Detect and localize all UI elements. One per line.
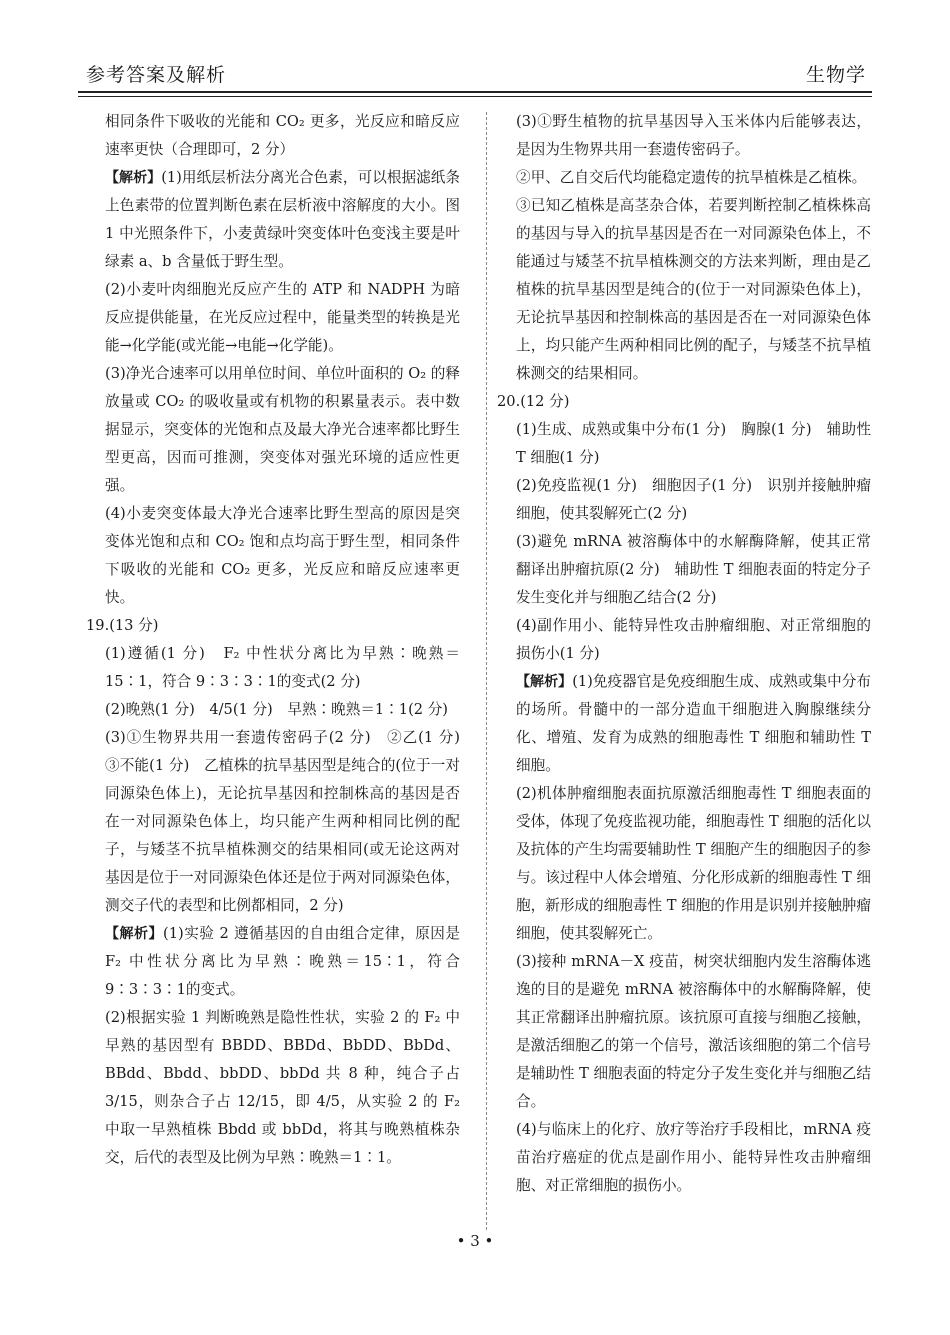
paragraph: (3)接种 mRNA－X 疫苗，树突状细胞内发生溶酶体逃逸的目的是避免 mRNA 被溶酶体中的水解酶降解，使其正常翻译出肿瘤抗原。该抗原可直接与细胞乙接触，是激活细胞乙的第一个信号，激活该细胞的第二个信号是辅助性 T 细胞表面的特定分子发生变化并与细胞乙结合。 — [516, 953, 871, 1110]
header-rule-thin — [78, 96, 872, 97]
paragraph: 19.(13 分) — [86, 617, 159, 634]
analysis-tag: 【解析】 — [105, 170, 162, 186]
paragraph: (2)免疫监视(1 分) 细胞因子(1 分) 识别并接触肿瘤细胞，使其裂解死亡(2 分) — [516, 477, 871, 522]
paragraph: (3)①野生植物的抗旱基因导入玉米体内后能够表达，是因为生物界共用一套遗传密码子。 — [516, 113, 871, 158]
paragraph: (3)净光合速率可以用单位时间、单位叶面积的 O₂ 的释放量或 CO₂ 的吸收量或有机物的积累量表示。表中数据显示，突变体的光饱和点及最大净光合速率都比野生型更高，因而可推测，突变体对强光环境的适应性更强。 — [105, 365, 460, 494]
paragraph: (1)遵循(1 分) F₂ 中性状分离比为早熟∶晚熟＝15∶1，符合 9∶3∶3∶1的变式(2 分) — [105, 645, 460, 690]
paragraph: ②甲、乙自交后代均能稳定遗传的抗旱植株是乙植株。 — [516, 169, 867, 186]
paragraph: (3)避免 mRNA 被溶酶体中的水解酶降解，使其正常翻译出肿瘤抗原(2 分) 辅助性 T 细胞表面的特定分子发生变化并与细胞乙结合(2 分) — [516, 533, 871, 606]
paragraph: (2)根据实验 1 判断晚熟是隐性性状，实验 2 的 F₂ 中早熟的基因型有 BBDD、BBDd、BbDD、BbDd、BBdd、Bbdd、bbDD、bbDd 共 8 种，纯合子占 3/15，则杂合子占 12/15，即 4/5，从实验 2 的 F₂ 中取一早熟植株 Bbdd 或 bbDd，将其与晚熟植株杂交，后代的表型及比例为早熟∶晚熟＝1∶1。 — [105, 1009, 460, 1166]
paragraph: 相同条件下吸收的光能和 CO₂ 更多，光反应和暗反应速率更快（合理即可，2 分） — [105, 113, 460, 158]
header-subject: 生物学 — [805, 64, 866, 86]
paragraph: 【解析】(1)用纸层析法分离光合色素，可以根据滤纸条上色素带的位置判断色素在层析液中溶解度的大小。图 1 中光照条件下，小麦黄绿叶突变体叶色变浅主要是叶绿素 a、b 含量低于野生型。 — [105, 169, 460, 270]
analysis-tag: 【解析】 — [105, 926, 164, 942]
paragraph: ③已知乙植株是高茎杂合体，若要判断控制乙植株株高的基因与导入的抗旱基因是否在一对同源染色体上，不能通过与矮茎不抗旱植株测交的方法来判断，理由是乙植株的抗旱基因型是纯合的(位于一对同源染色体上)，无论抗旱基因和控制株高的基因是否在一对同源染色体上，均只能产生两种相同比例的配子，与矮茎不抗旱植株测交的结果相同。 — [516, 197, 871, 382]
page-number: • 3 • — [456, 1232, 494, 1250]
paragraph: (4)小麦突变体最大净光合速率比野生型高的原因是突变体光饱和点和 CO₂ 饱和点均高于野生型，相同条件下吸收的光能和 CO₂ 更多，光反应和暗反应速率更快。 — [105, 505, 460, 606]
paragraph: (4)副作用小、能特异性攻击肿瘤细胞、对正常细胞的损伤小(1 分) — [516, 617, 871, 662]
paragraph: (2)小麦叶肉细胞光反应产生的 ATP 和 NADPH 为暗反应提供能量，在光反应过程中，能量类型的转换是光能→化学能(或光能→电能→化学能)。 — [105, 281, 460, 354]
paragraph: 【解析】(1)免疫器官是免疫细胞生成、成熟或集中分布的场所。骨髓中的一部分造血干细胞进入胸腺继续分化、增殖、发育为成熟的细胞毒性 T 细胞和辅助性 T 细胞。 — [516, 673, 871, 774]
right-column — [497, 108, 871, 1200]
page-header — [78, 58, 872, 90]
paragraph: (4)与临床上的化疗、放疗等治疗手段相比，mRNA 疫苗治疗癌症的优点是副作用小、能特异性攻击肿瘤细胞、对正常细胞的损伤小。 — [516, 1121, 871, 1194]
paragraph: (2)晚熟(1 分) 4/5(1 分) 早熟∶晚熟＝1∶1(2 分) — [105, 701, 448, 718]
paragraph: (1)生成、成熟或集中分布(1 分) 胸腺(1 分) 辅助性 T 细胞(1 分) — [516, 421, 871, 466]
paragraph: (2)机体肿瘤细胞表面抗原激活细胞毒性 T 细胞表面的受体，体现了免疫监视功能，细胞毒性 T 细胞的活化以及抗体的产生均需要辅助性 T 细胞产生的细胞因子的参与。该过程中人体会增殖、分化形成新的细胞毒性 T 细胞，新形成的细胞毒性 T 细胞的作用是识别并接触肿瘤细胞，使其裂解死亡。 — [516, 785, 871, 942]
header-title: 参考答案及解析 — [86, 64, 227, 86]
paragraph: 20.(12 分) — [497, 393, 570, 410]
paragraph: 【解析】(1)实验 2 遵循基因的自由组合定律，原因是 F₂ 中性状分离比为早熟∶晚熟＝15∶1，符合 9∶3∶3∶1的变式。 — [105, 925, 460, 998]
analysis-tag: 【解析】 — [516, 674, 573, 690]
left-column — [86, 108, 475, 1172]
header-rule-thick — [78, 91, 872, 93]
paragraph: (3)①生物界共用一套遗传密码子(2 分) ②乙(1 分) ③不能(1 分) 乙植株的抗旱基因型是纯合的(位于一对同源染色体上)，无论抗旱基因和控制株高的基因是否在一对同源染色体上，均只能产生两种相同比例的配子，与矮茎不抗旱植株测交的结果相同(或无论这两对基因是位于一对同源染色体还是位于两对同源染色体，测交子代的表型和比例都相同，2 分) — [105, 729, 475, 914]
column-divider — [486, 112, 487, 1230]
